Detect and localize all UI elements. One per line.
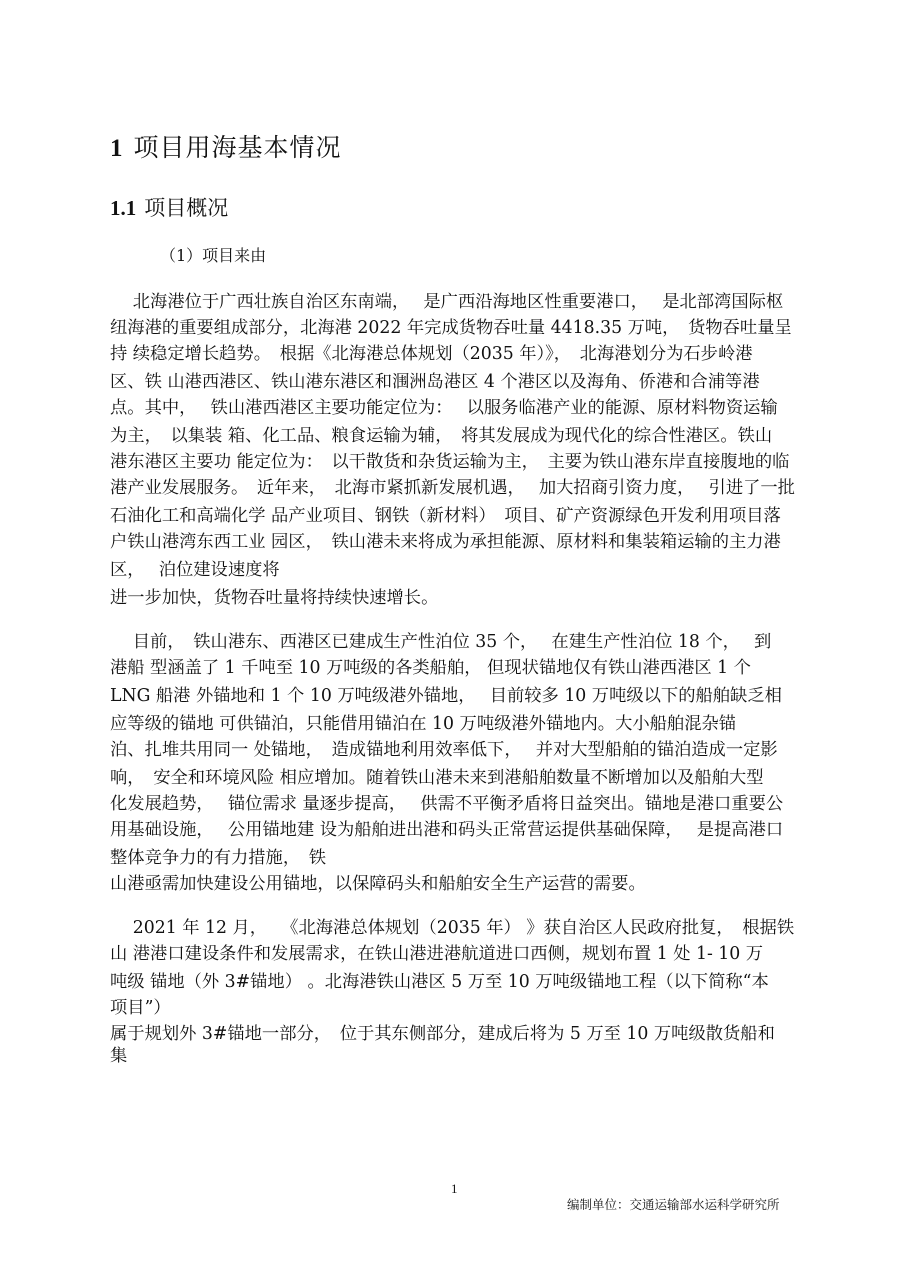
text-line: 应等级的锚地 可供锚泊，只能借用锚泊在 10 万吨级港外锚地内。大小船舶混杂锚 [110, 714, 737, 734]
chapter-title: 项目用海基本情况 [133, 133, 342, 162]
text-line: 港东港区主要功 能定位为： 以干散货和杂货运输为主， 主要为铁山港东岸直接腹地的临 [110, 452, 790, 472]
text-line: 吨级 锚地（外 3#锚地） 。北海港铁山港区 5 万至 10 万吨级锚地工程（以下简称“本 [110, 972, 769, 992]
text-line: LNG 船港 外锚地和 1 个 10 万吨级港外锚地， 目前较多 10 万吨级以下的船舶缺乏相 [110, 686, 782, 706]
text-line: 集 [110, 1046, 128, 1066]
text-line: 用基础设施， 公用锚地建 设为船舶进出港和码头正常营运提供基础保障， 是提高港口 [110, 820, 784, 840]
text-line: 2021 年 12 月， 《北海港总体规划（2035 年） 》获自治区人民政府批复， 根据铁 [110, 918, 795, 938]
text-line: 响， 安全和环境风险 相应增加。随着铁山港未来到港船舶数量不断增加以及船舶大型 [110, 768, 764, 788]
text-line: 点。其中， 铁山港西港区主要功能定位为： 以服务临港产业的能源、原材料物资运输 [110, 398, 778, 418]
chapter-number: 1 [110, 135, 124, 162]
chapter-heading [110, 128, 342, 164]
section-title: 项目概况 [144, 196, 229, 220]
page-number: 1 [451, 1181, 458, 1196]
text-line: 北海港位于广西壮族自治区东南端， 是广西沿海地区性重要港口， 是北部湾国际枢 [110, 292, 784, 312]
subsection-heading: （1）项目来由 [160, 246, 267, 265]
text-line: 泊、扎堆共用同一 处锚地， 造成锚地利用效率低下， 并对大型船舶的锚泊造成一定影 [110, 740, 778, 760]
section-heading [110, 192, 228, 222]
text-line: 山港亟需加快建设公用锚地，以保障码头和船舶安全生产运营的需要。 [110, 874, 646, 894]
text-line: 持 续稳定增长趋势。 根据《北海港总体规划（2035 年）》， 北海港划分为石步岭港 [110, 344, 753, 364]
text-line: 进一步加快，货物吞吐量将持续快速增长。 [110, 588, 439, 608]
text-line: 港船 型涵盖了 1 千吨至 10 万吨级的各类船舶， 但现状锚地仅有铁山港西港区 1 个 [110, 658, 751, 678]
text-line: 为主， 以集装 箱、化工品、粮食运输为辅， 将其发展成为现代化的综合性港区。铁山 [110, 426, 773, 446]
text-line: 化发展趋势， 锚位需求 量逐步提高， 供需不平衡矛盾将日益突出。锚地是港口重要公 [110, 794, 784, 814]
text-line: 港产业发展服务。 近年来， 北海市紧抓新发展机遇， 加大招商引资力度， 引进了一批 [110, 478, 795, 498]
text-line: 石油化工和高端化学 品产业项目、钢铁（新材料） 项目、矿产资源绿色开发利用项目落 [110, 506, 781, 526]
text-line: 山 港港口建设条件和发展需求，在铁山港进港航道进口西侧，规划布置 1 处 1- 10 万 [110, 944, 764, 964]
text-line: 区， 泊位建设速度将 [110, 560, 280, 580]
text-line: 户铁山港湾东西工业 园区， 铁山港未来将成为承担能源、原材料和集装箱运输的主力港 [110, 532, 781, 552]
text-line: 整体竞争力的有力措施， 铁 [110, 848, 327, 868]
section-number: 1.1 [110, 196, 137, 220]
text-line: 属于规划外 3#锚地一部分， 位于其东侧部分，建成后将为 5 万至 10 万吨级散货船和 [110, 1024, 775, 1044]
text-line: 目前， 铁山港东、西港区已建成生产性泊位 35 个， 在建生产性泊位 18 个， 到 [110, 632, 772, 652]
text-line: 区、铁 山港西港区、铁山港东港区和涠洲岛港区 4 个港区以及海角、侨港和合浦等港 [110, 372, 760, 392]
text-line: 项目”） [110, 998, 171, 1018]
footer-organization: 编制单位：交通运输部水运科学研究所 [567, 1197, 780, 1212]
text-line: 纽海港的重要组成部分，北海港 2022 年完成货物吞吐量 4418.35 万吨， 货物吞吐量呈 [110, 318, 792, 338]
